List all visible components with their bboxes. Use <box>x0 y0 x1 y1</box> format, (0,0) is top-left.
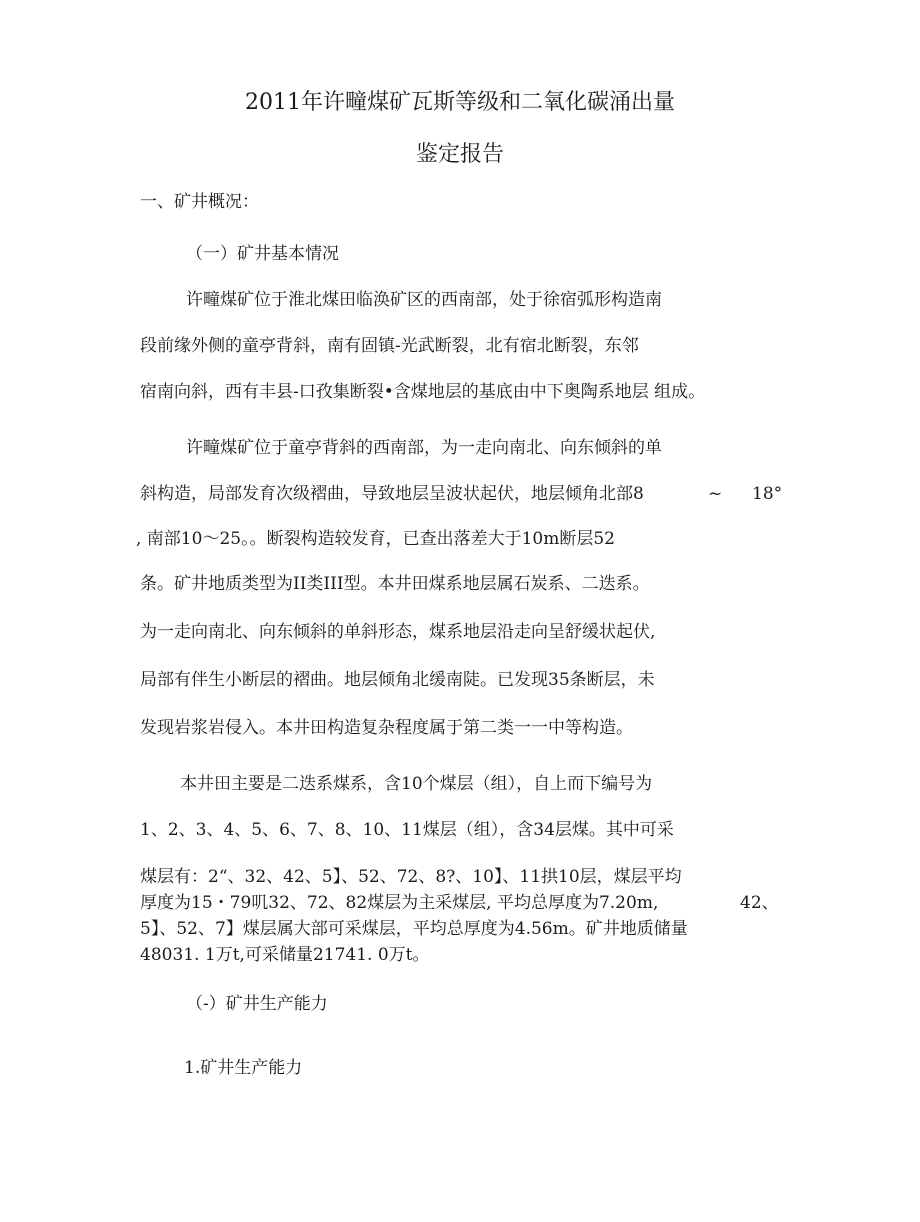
paragraph-line: 发现岩浆岩侵入。本井田构造复杂程度属于第二类一一中等构造。 <box>140 718 633 738</box>
paragraph-line: 48031. 1万t,可采储量21741. 0万t。 <box>140 945 430 965</box>
paragraph-line: 1、2、3、4、5、6、7、8、10、11煤层（组），含34层煤。其中可采 <box>140 820 674 840</box>
document-title: 2011年许疃煤矿瓦斯等级和二氧化碳涌出量 <box>245 90 675 115</box>
section-heading: 一、矿井概况： <box>140 192 259 212</box>
paragraph-line: 许疃煤矿位于童亭背斜的西南部，为一走向南北、向东倾斜的单 <box>186 438 662 458</box>
item-heading: 1.矿井生产能力 <box>184 1058 303 1078</box>
paragraph-line: 厚度为15・79叽32、72、82煤层为主采煤层, 平均总厚度为7.20m, <box>140 893 659 913</box>
paragraph-line: 本井田主要是二迭系煤系，含10个煤层（组），自上而下编号为 <box>180 774 653 794</box>
tilde-symbol: ~ <box>708 484 723 504</box>
paragraph-line: 段前缘外侧的童亭背斜，南有固镇-光武断裂，北有宿北断裂，东邻 <box>140 336 639 356</box>
angle-value: 18° <box>752 484 783 504</box>
subsection-heading: （一）矿井基本情况 <box>186 244 339 264</box>
paragraph-line: 5】、52、7】煤层属大部可采煤层，平均总厚度为4.56m。矿井地质储量 <box>140 919 688 939</box>
paragraph-line: 局部有伴生小断层的褶曲。地层倾角北缓南陡。已发现35条断层，未 <box>140 670 655 690</box>
paragraph-fragment: 42、 <box>740 893 779 913</box>
paragraph-line: 条。矿井地质类型为II类III型。本井田煤系地层属石炭系、二迭系。 <box>140 574 650 594</box>
paragraph-line: 许疃煤矿位于淮北煤田临涣矿区的西南部，处于徐宿弧形构造南 <box>186 290 662 310</box>
paragraph-line: 煤层有：2“、32、42、5】、52、72、8?、10】、11拱10层，煤层平均 <box>140 867 682 887</box>
paragraph-line: 宿南向斜，西有丰县-口孜集断裂•含煤地层的基底由中下奥陶系地层 组成。 <box>140 382 706 402</box>
paragraph-line: 为一走向南北、向东倾斜的单斜形态，煤系地层沿走向呈舒缓状起伏, <box>140 622 656 642</box>
subsection-heading: （-）矿井生产能力 <box>186 994 328 1014</box>
paragraph-line: 斜构造，局部发育次级褶曲，导致地层呈波状起伏，地层倾角北部8 <box>140 484 644 504</box>
document-subtitle: 鉴定报告 <box>415 142 504 167</box>
paragraph-line: , 南部10～25。。断裂构造较发育，已查出落差大于10m断层52 <box>136 529 615 549</box>
